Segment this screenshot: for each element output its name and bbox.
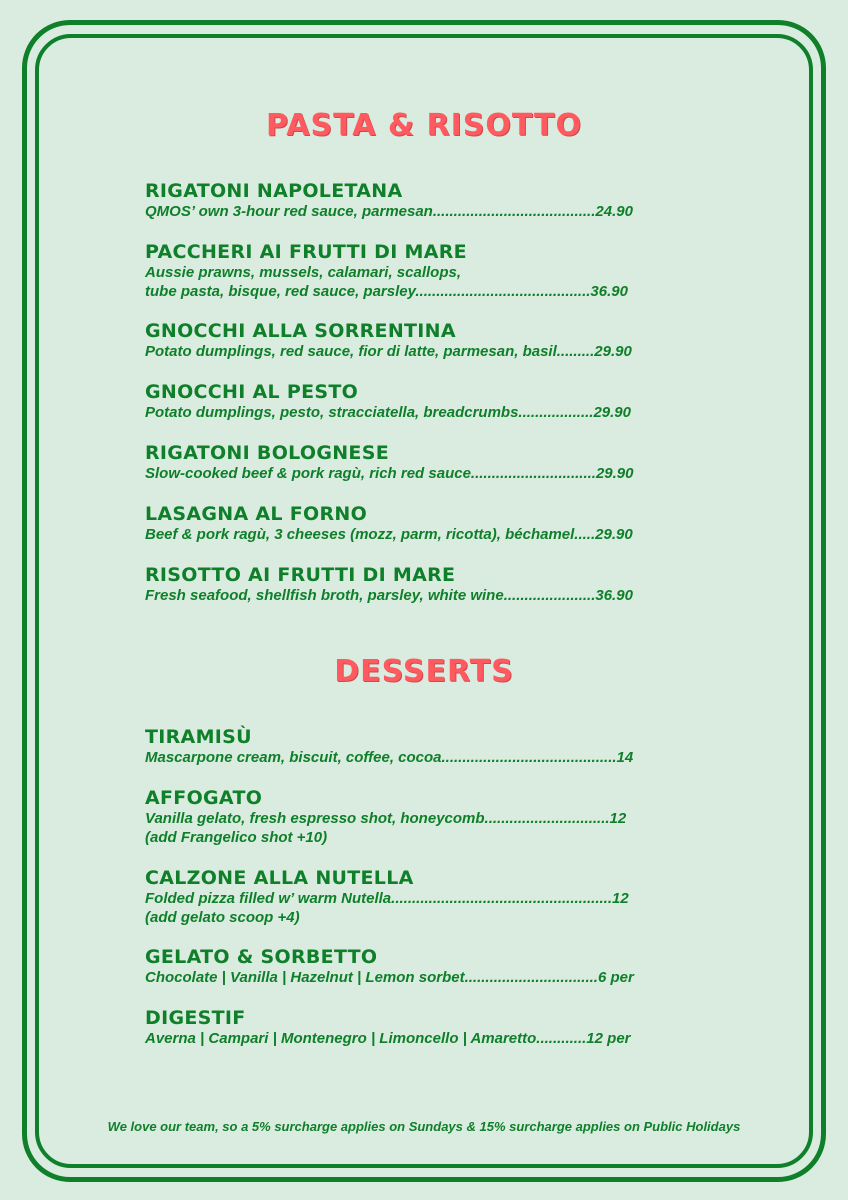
item-description: Chocolate | Vanilla | Hazelnut | Lemon sorbet................................6 per [145,969,634,986]
menu-item-rigatoni-bolognese [145,442,715,483]
item-description: Vanilla gelato, fresh espresso shot, honeycomb..............................12 [145,810,627,827]
menu-item-lasagna [145,503,715,544]
section-title-pasta: PASTA & RISOTTO [266,108,582,143]
item-description: Aussie prawns, mussels, calamari, scallops, [145,264,461,281]
item-addon-note: (add Frangelico shot +10) [145,829,328,846]
item-name: TIRAMISÙ [145,726,252,748]
item-name: LASAGNA AL FORNO [145,503,368,525]
item-description: Potato dumplings, red sauce, fior di latte, parmesan, basil.........29.90 [145,343,632,360]
surcharge-notice: We love our team, so a 5% surcharge applies on Sundays & 15% surcharge applies on Public Holidays [107,1119,741,1134]
menu-item-gnocchi-sorrentina [145,320,715,361]
menu-item-gnocchi-pesto [145,381,715,422]
item-addon-note: (add gelato scoop +4) [145,909,300,926]
item-description: QMOS’ own 3-hour red sauce, parmesan.......................................24.90 [145,203,633,220]
menu-item-gelato-sorbetto [145,946,715,987]
menu-item-digestif [145,1007,715,1048]
menu-item-affogato [145,787,715,847]
item-name: RIGATONI NAPOLETANA [145,180,403,202]
item-name: RIGATONI BOLOGNESE [145,442,389,464]
item-name: GELATO & SORBETTO [145,946,378,968]
menu-item-risotto [145,564,715,605]
section-title-desserts: DESSERTS [334,654,514,689]
item-description: Potato dumplings, pesto, stracciatella, breadcrumbs..................29.90 [145,404,631,421]
item-name: RISOTTO AI FRUTTI DI MARE [145,564,456,586]
item-name: CALZONE ALLA NUTELLA [145,867,414,889]
item-description: Folded pizza filled w’ warm Nutella.....................................................12 [145,890,629,907]
item-name: AFFOGATO [145,787,263,809]
item-name: GNOCCHI AL PESTO [145,381,359,403]
item-description: Fresh seafood, shellfish broth, parsley, white wine......................36.90 [145,587,633,604]
item-name: DIGESTIF [145,1007,246,1029]
menu-item-calzone-nutella [145,867,715,927]
item-name: GNOCCHI ALLA SORRENTINA [145,320,456,342]
menu-item-paccheri [145,241,715,301]
item-name: PACCHERI AI FRUTTI DI MARE [145,241,467,263]
menu-item-rigatoni-napoletana [145,180,715,221]
item-description: Mascarpone cream, biscuit, coffee, cocoa..........................................14 [145,749,634,766]
item-description: tube pasta, bisque, red sauce, parsley..........................................36.90 [145,283,628,300]
item-description: Beef & pork ragù, 3 cheeses (mozz, parm, ricotta), béchamel.....29.90 [145,526,633,543]
item-description: Slow-cooked beef & pork ragù, rich red sauce..............................29.90 [145,465,634,482]
item-description: Averna | Campari | Montenegro | Limoncello | Amaretto............12 per [145,1030,631,1047]
menu-item-tiramisu [145,726,715,767]
